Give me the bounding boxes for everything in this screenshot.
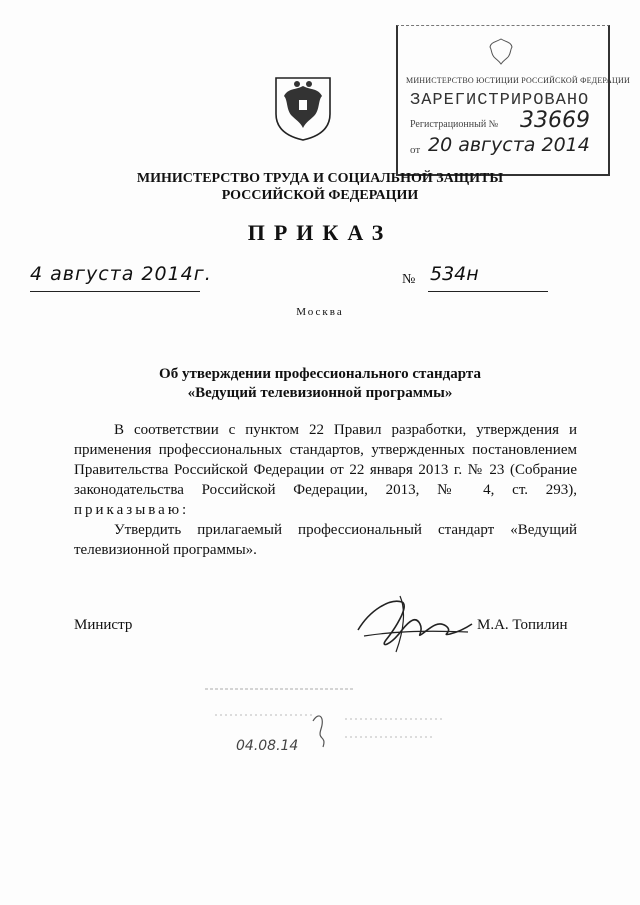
registration-stamp (396, 25, 630, 176)
document-type: ПРИКАЗ (247, 220, 393, 245)
stamp-from-label: от (410, 144, 421, 156)
ministry-line-2: РОССИЙСКОЙ ФЕДЕРАЦИИ (221, 188, 419, 203)
body-paragraph-2 (74, 520, 577, 560)
handwritten-signature (350, 590, 475, 660)
date-underline (30, 291, 200, 292)
city: Москва (296, 306, 344, 318)
signatory-name: М.А. Топилин (477, 617, 568, 633)
coat-of-arms-emblem (272, 70, 334, 142)
subject (0, 365, 640, 403)
body-paragraph-1-text: В соответствии с пунктом 22 Правил разработки, утверждения и применения профессиональных стандартов, утвержденных постановлением Правительства Российской Федерации от 22 января 2013 г. № 23 (Собрание законодательства Российской Федерации, 2013, № 4, ст. 293), (74, 422, 577, 498)
handwritten-date: 4 августа 2014г. (30, 263, 212, 285)
signatory-position: Министр (74, 617, 133, 633)
stamp-regdate: 20 августа 2014 (428, 134, 590, 156)
order-verb: приказываю: (74, 502, 190, 518)
ministry-line-1: МИНИСТЕРСТВО ТРУДА И СОЦИАЛЬНОЙ ЗАЩИТЫ (136, 171, 504, 186)
stamp-status: ЗАРЕГИСТРИРОВАНО (410, 91, 590, 110)
subject-line-1: Об утверждении профессионального стандарта (159, 366, 481, 382)
body-paragraph-2-text: Утвердить прилагаемый профессиональный стандарт «Ведущий телевизионной программы». (74, 522, 577, 558)
subject-line-2: «Ведущий телевизионной программы» (187, 385, 453, 401)
handwritten-number: 534н (430, 263, 479, 285)
stamp-regno: 33669 (520, 108, 590, 133)
faint-handwritten-date: 04.08.14 (236, 738, 299, 754)
stamp-org: МИНИСТЕРСТВО ЮСТИЦИИ РОССИЙСКОЙ ФЕДЕРАЦИИ (406, 76, 630, 85)
number-underline (428, 291, 548, 292)
stamp-emblem-icon (486, 36, 516, 66)
number-label: № (402, 272, 416, 287)
faint-approval-mark (195, 685, 455, 765)
body-paragraph-1 (74, 420, 577, 520)
stamp-regno-label: Регистрационный № (410, 119, 499, 130)
